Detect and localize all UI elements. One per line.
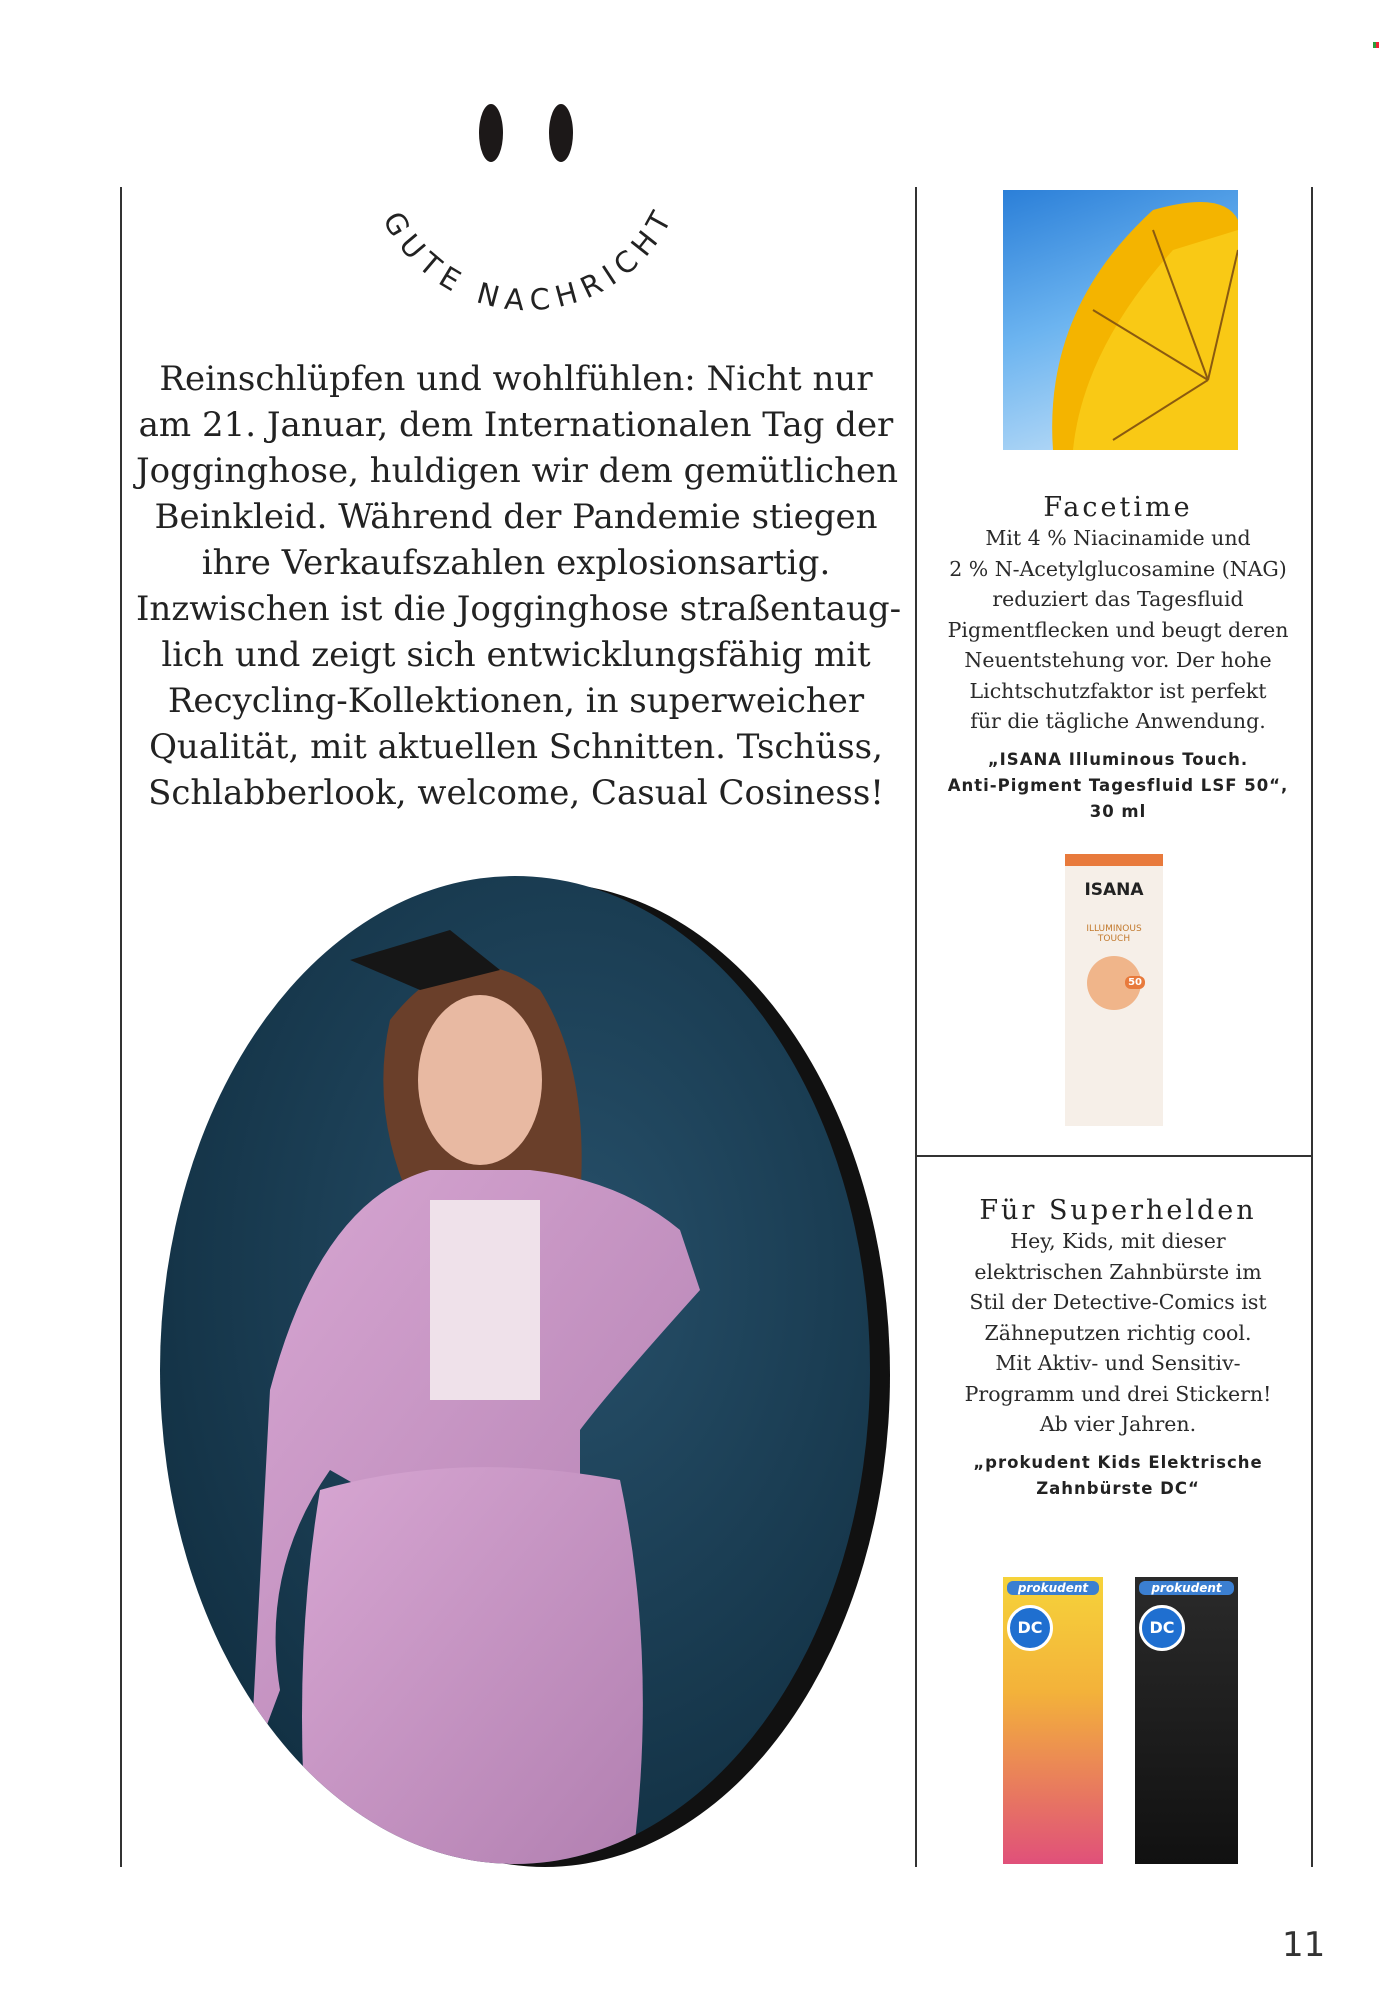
prokudent-logo: prokudent <box>1007 1581 1099 1595</box>
divider-middle <box>915 187 917 1867</box>
smiley-arc-heading <box>340 100 720 340</box>
product-line: 30 ml <box>1089 801 1147 821</box>
superhelden-line: elektrischen Zahnbürste im <box>974 1259 1262 1284</box>
superhelden-product-name <box>930 1450 1306 1502</box>
facetime-line: 2 % N-Acetylglucosamine (NAG) <box>949 556 1287 581</box>
face <box>418 995 542 1165</box>
facetime-heading: Facetime <box>1043 492 1193 523</box>
facetime-line: Pigmentflecken und beugt deren <box>947 617 1289 642</box>
jogginghose-photo <box>160 870 900 1880</box>
facetime-line: reduziert das Tagesfluid <box>992 587 1244 611</box>
kicker-text: GUTE NACHRICHT <box>376 205 678 318</box>
superhelden-line: Ab vier Jahren. <box>1039 1412 1197 1436</box>
isana-logo: ISANA <box>1084 880 1144 900</box>
isana-package-name: ILLUMINOUS TOUCH <box>1086 924 1142 944</box>
intro-line: Schlabberlook, welcome, Casual Cosiness! <box>148 773 884 813</box>
intro-line: lich und zeigt sich entwicklungsfähig mit <box>161 635 871 675</box>
spf-badge: 50 <box>1125 976 1145 989</box>
isana-product-image <box>1065 854 1163 1126</box>
jogging-pants <box>302 1467 643 1880</box>
superhelden-line: Mit Aktiv- und Sensitiv- <box>995 1351 1241 1375</box>
product-line: Zahnbürste DC“ <box>1036 1478 1200 1498</box>
dc-logo-icon: DC <box>1007 1605 1053 1651</box>
superhelden-line: Stil der Detective-Comics ist <box>969 1290 1267 1314</box>
facetime-line: Neuentstehung vor. Der hohe <box>964 648 1272 672</box>
facetime-line: Mit 4 % Niacinamide und <box>985 526 1251 550</box>
intro-line: Inzwischen ist die Jogginghose straßentaug- <box>136 589 902 629</box>
divider-left <box>120 187 122 1867</box>
facetime-line: für die tägliche Anwendung. <box>970 709 1266 733</box>
superhelden-line: Zähneputzen richtig cool. <box>984 1320 1252 1345</box>
product-line: „prokudent Kids Elektrische <box>973 1452 1263 1472</box>
intro-line: am 21. Januar, dem Internationalen Tag der <box>138 405 894 445</box>
intro-line: Recycling-Kollektionen, in superweicher <box>167 681 865 721</box>
facetime-section <box>930 492 1306 825</box>
superhelden-heading: Für Superhelden <box>979 1195 1257 1226</box>
facetime-product-name <box>930 747 1306 825</box>
dc-logo-icon: DC <box>1139 1605 1185 1651</box>
umbrella-image <box>1003 190 1238 450</box>
page-number: 11 <box>1282 1925 1326 1965</box>
facetime-line: Lichtschutzfaktor ist perfekt <box>969 678 1267 703</box>
corner-mark <box>1373 42 1379 48</box>
toothbrush-box-wonderwoman <box>1003 1577 1103 1864</box>
intro-line: ihre Verkaufszahlen explosionsartig. <box>201 543 831 583</box>
toothbrush-box-batman <box>1135 1577 1238 1864</box>
svg-text:GUTE NACHRICHT <box>376 206 678 317</box>
superhelden-line: Hey, Kids, mit dieser <box>1010 1229 1226 1253</box>
intro-line: Qualität, mit aktuellen Schnitten. Tschüss, <box>149 727 883 767</box>
product-line: Anti-Pigment Tagesfluid LSF 50“, <box>947 775 1289 795</box>
divider-horizontal <box>915 1155 1313 1157</box>
product-line: „ISANA Illuminous Touch. <box>987 749 1249 769</box>
superhelden-section <box>930 1195 1306 1502</box>
divider-right <box>1311 187 1313 1867</box>
intro-paragraph <box>136 356 902 816</box>
intro-line: Jogginghose, huldigen wir dem gemütlichen <box>136 451 898 491</box>
intro-line: Reinschlüpfen und wohlfühlen: Nicht nur <box>159 359 873 399</box>
intro-line: Beinkleid. Während der Pandemie stiegen <box>154 497 878 537</box>
prokudent-logo: prokudent <box>1139 1581 1234 1595</box>
superhelden-line: Programm und drei Stickern! <box>964 1381 1272 1406</box>
